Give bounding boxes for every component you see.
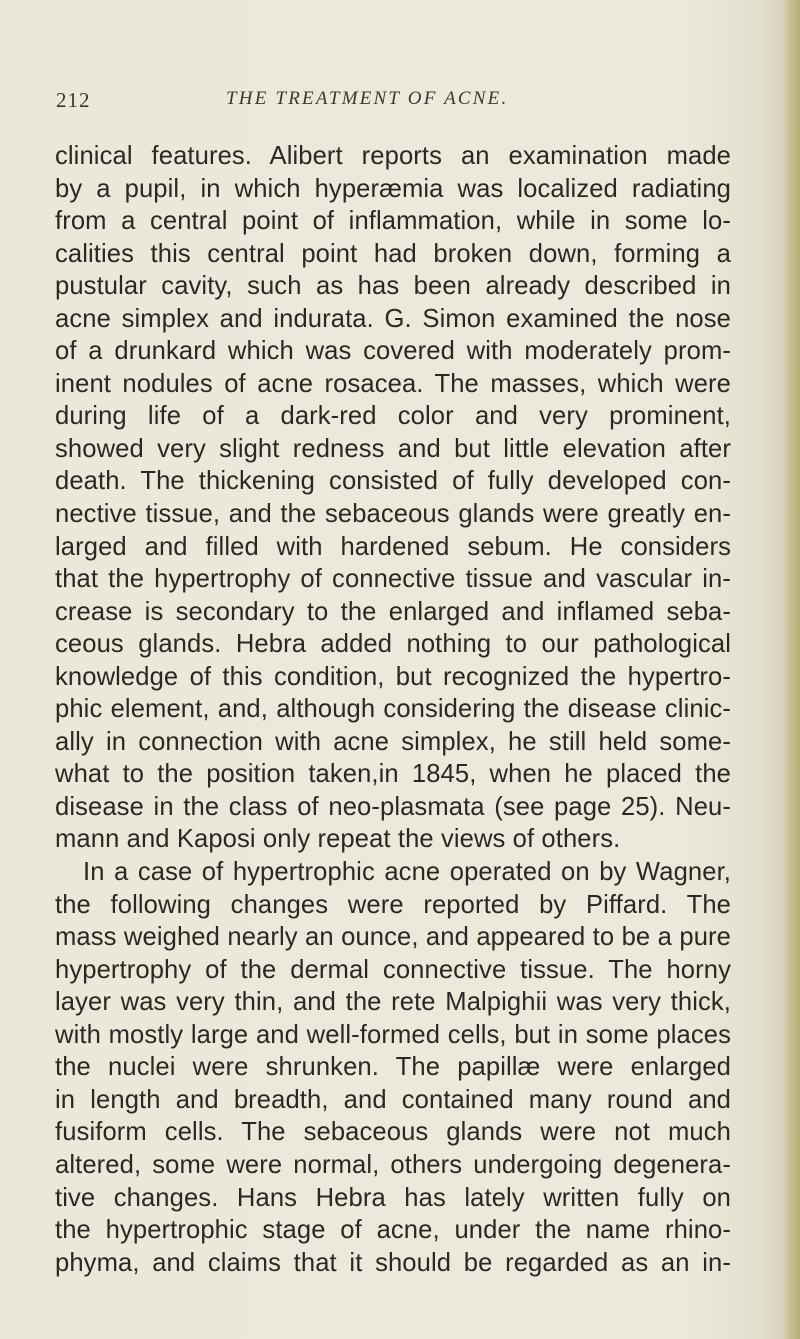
text-line: hypertrophy of the dermal connective tissue. The horny: [55, 955, 731, 984]
text-line: nective tissue, and the sebaceous glands were greatly en-: [55, 500, 731, 529]
page-number: 212: [56, 88, 91, 112]
text-line: what to the position taken,in 1845, when he placed the: [55, 760, 731, 789]
text-line: In a case of hypertrophic acne operated on by Wagner,: [83, 858, 731, 887]
text-line: layer was very thin, and the rete Malpighii was very thick,: [55, 988, 731, 1017]
text-line: phic element, and, although considering the disease clinic-: [55, 695, 731, 724]
text-line: calities this central point had broken down, forming a: [55, 239, 731, 268]
text-line: ally in connection with acne simplex, he still held some-: [55, 727, 731, 756]
running-head: THE TREATMENT OF ACNE.: [226, 88, 509, 109]
text-line: fusiform cells. The sebaceous glands were not much: [55, 1118, 731, 1147]
text-line: inent nodules of acne rosacea. The masses, which were: [55, 369, 731, 398]
text-line: that the hypertrophy of connective tissue and vascular in-: [55, 565, 731, 594]
text-line: phyma, and claims that it should be regarded as an in-: [55, 1248, 731, 1277]
text-line: ceous glands. Hebra added nothing to our pathological: [55, 630, 731, 659]
text-line: showed very slight redness and but little elevation after: [55, 434, 731, 463]
text-line: tive changes. Hans Hebra has lately written fully on: [55, 1183, 731, 1212]
text-line: knowledge of this condition, but recognized the hypertro-: [55, 662, 731, 691]
page-edge-shadow: [782, 0, 800, 1339]
text-line: of a drunkard which was covered with moderately prom-: [55, 337, 731, 366]
text-line: the nuclei were shrunken. The papillæ were enlarged: [55, 1053, 731, 1082]
body-text: [55, 140, 731, 1279]
text-line: with mostly large and well-formed cells, but in some places: [55, 1020, 731, 1049]
text-line: disease in the class of neo-plasmata (see page 25). Neu-: [55, 792, 731, 821]
text-line: pustular cavity, such as has been already described in: [55, 272, 731, 301]
text-line: mann and Kaposi only repeat the views of others.: [55, 825, 621, 854]
text-line: the hypertrophic stage of acne, under the name rhino-: [55, 1216, 731, 1245]
text-line: altered, some were normal, others undergoing degenera-: [55, 1150, 731, 1179]
text-line: during life of a dark-red color and very prominent,: [55, 402, 731, 431]
text-line: crease is secondary to the enlarged and inflamed seba-: [55, 597, 731, 626]
text-line: death. The thickening consisted of fully developed con-: [55, 467, 731, 496]
text-line: acne simplex and indurata. G. Simon examined the nose: [55, 304, 731, 333]
page-header: [56, 88, 756, 118]
text-line: in length and breadth, and contained many round and: [55, 1085, 731, 1114]
text-line: by a pupil, in which hyperæmia was localized radiating: [55, 174, 731, 203]
text-line: larged and filled with hardened sebum. He considers: [55, 532, 731, 561]
text-line: clinical features. Alibert reports an examination made: [55, 142, 731, 170]
text-line: mass weighed nearly an ounce, and appeared to be a pure: [55, 923, 731, 952]
text-line: the following changes were reported by Piffard. The: [55, 890, 731, 919]
text-line: from a central point of inflammation, while in some lo-: [55, 207, 731, 236]
